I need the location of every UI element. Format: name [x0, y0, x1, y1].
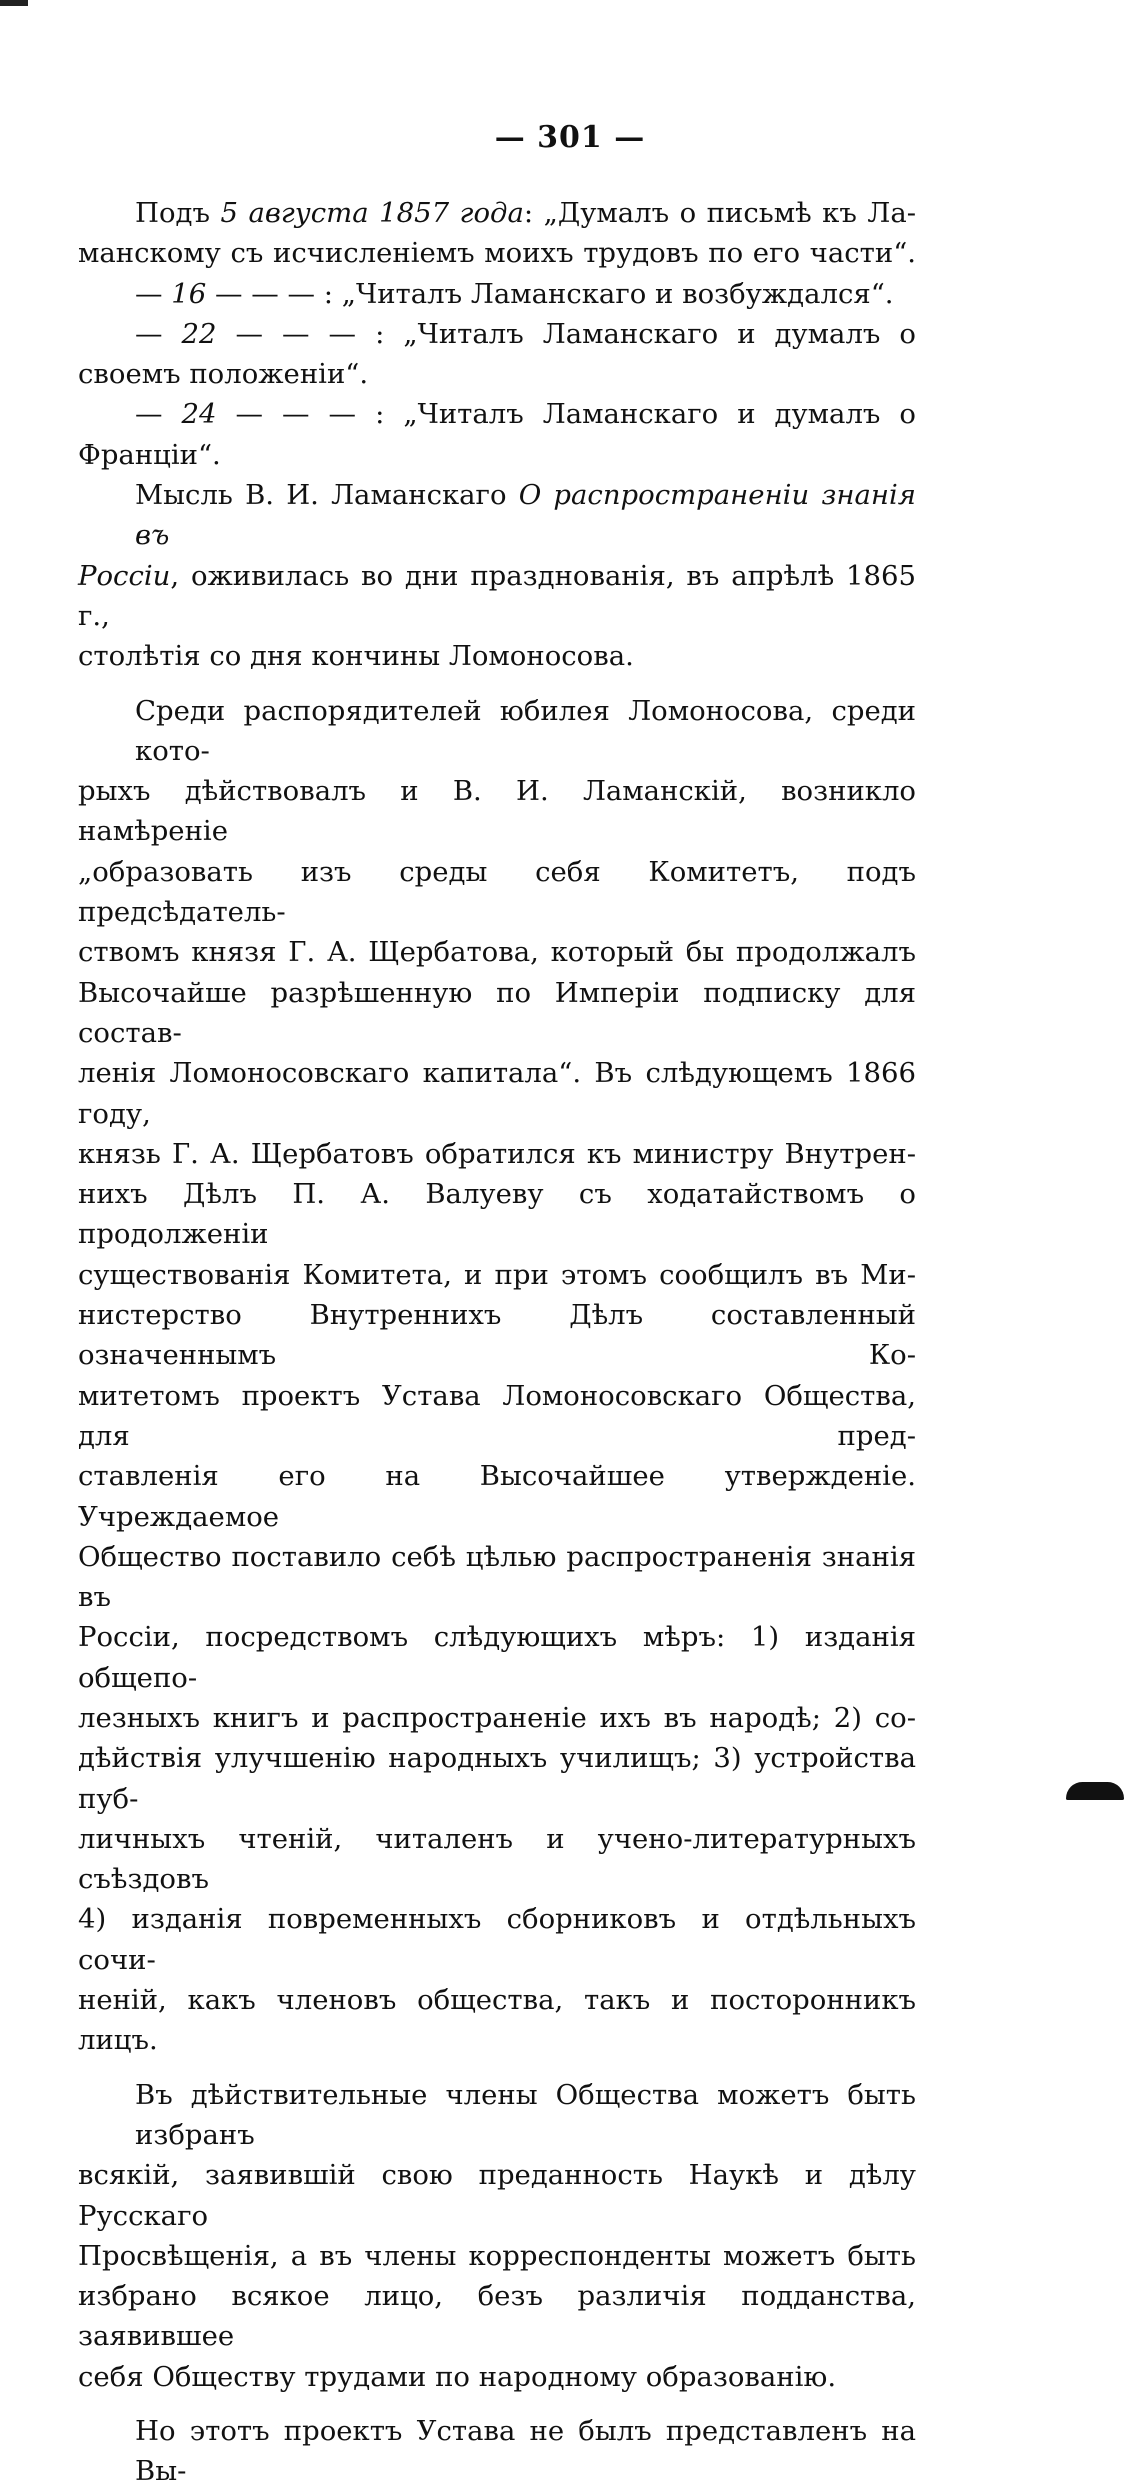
scan-corner-blot: [1066, 1782, 1124, 1800]
body-text: [78, 193, 916, 2492]
paragraph-line: Среди распорядителей юбилея Ломоносова, среди кото-: [135, 694, 916, 767]
work-title: О распространеніи знанія въ: [135, 479, 916, 552]
paragraph-line: Россіи, оживилась во дни празднованія, въ апрѣлѣ 1865 г.,: [78, 559, 916, 632]
diary-day: 22: [181, 317, 217, 350]
paragraph-line: митетомъ проектъ Устава Ломоносовскаго Общества, для пред-: [78, 1379, 916, 1452]
work-title: Россіи: [78, 559, 171, 592]
paragraph-gap: [78, 2397, 916, 2411]
paragraph-gap: [78, 677, 916, 691]
diary-line: своемъ положеніи“.: [78, 358, 369, 391]
paragraph-line: всякій, заявившій свою преданность Наукѣ и дѣлу Русскаго: [78, 2159, 916, 2232]
paragraph-line: Въ дѣйствительные члены Общества можетъ быть избранъ: [135, 2078, 916, 2151]
paragraph-final: [78, 2411, 916, 2492]
paragraph-line: Но этотъ проектъ Устава не былъ представленъ на Вы-: [135, 2415, 916, 2488]
diary-day: 24: [181, 398, 217, 431]
scan-edge-mark: [0, 0, 28, 6]
paragraph-line: Россіи, посредствомъ слѣдующихъ мѣръ: 1) изданія общепо-: [78, 1621, 916, 1694]
diary-entries: [78, 193, 916, 475]
paragraph-line: ленія Ломоносовскаго капитала“. Въ слѣдующемъ 1866 году,: [78, 1057, 916, 1130]
paragraph-line: Высочайше разрѣшенную по Имперіи подписку для состав-: [78, 976, 916, 1049]
paragraph-line: князь Г. А. Щербатовъ обратился къ министру Внутрен-: [78, 1137, 916, 1170]
paragraph-line: избрано всякое лицо, безъ различія подданства, заявившее: [78, 2280, 916, 2353]
paragraph-line: нихъ Дѣлъ П. А. Валуеву съ ходатайствомъ о продолженіи: [78, 1178, 916, 1251]
paragraph-line: „образовать изъ среды себя Комитетъ, подъ предсѣдатель-: [78, 855, 916, 929]
diary-line: — 24 — — — : „Читалъ Ламанскаго и думалъ о: [135, 398, 916, 431]
paragraph-thought: [78, 475, 916, 676]
paragraph-line: лезныхъ книгъ и распространеніе ихъ въ народѣ; 2) со-: [78, 1701, 916, 1734]
diary-day: 16: [171, 277, 207, 310]
paragraph-line: нистерство Внутреннихъ Дѣлъ составленный означеннымъ Ко-: [78, 1299, 916, 1372]
paragraph-line: Общество поставило себѣ цѣлью распространенія знанія въ: [78, 1540, 916, 1614]
paragraph-line: себя Обществу трудами по народному образованію.: [78, 2360, 837, 2393]
paragraph-line: ствомъ князя Г. А. Щербатова, который бы продолжалъ: [78, 936, 916, 969]
diary-line: Подъ 5 августа 1857 года: „Думалъ о письмѣ къ Ла-: [135, 197, 916, 229]
diary-line: манскому съ исчисленіемъ моихъ трудовъ по его части“.: [78, 237, 916, 270]
diary-line: — 22 — — — : „Читалъ Ламанскаго и думалъ о: [135, 317, 916, 350]
page-number: — 301 —: [494, 120, 646, 155]
paragraph-gap: [78, 2061, 916, 2075]
paragraph-line: личныхъ чтеній, читаленъ и учено-литературныхъ съѣздовъ: [78, 1822, 916, 1896]
paragraph-line: рыхъ дѣйствовалъ и В. И. Ламанскій, возникло намѣреніе: [78, 775, 916, 848]
diary-line: — 16 — — — : „Читалъ Ламанскаго и возбуждался“.: [135, 277, 894, 310]
diary-date: 5 августа 1857 года: [220, 197, 524, 229]
paragraph-line: 4) изданія повременныхъ сборниковъ и отдѣльныхъ сочи-: [78, 1903, 916, 1976]
paragraph-committee: [78, 691, 916, 2061]
paragraph-line: Просвѣщенія, а въ члены корреспонденты можетъ быть: [78, 2239, 916, 2272]
paragraph-line: существованія Комитета, и при этомъ сообщилъ въ Ми-: [78, 1258, 916, 1291]
diary-line: Франціи“.: [78, 438, 221, 471]
paragraph-line: столѣтія со дня кончины Ломоносова.: [78, 640, 634, 673]
paragraph-line: дѣйствія улучшенію народныхъ училищъ; 3) устройства пуб-: [78, 1742, 916, 1815]
paragraph-members: [78, 2075, 916, 2397]
paragraph-line: Мысль В. И. Ламанскаго О распространеніи знанія въ: [135, 479, 916, 552]
paragraph-line: неній, какъ членовъ общества, такъ и посторонникъ лицъ.: [78, 1984, 916, 2057]
paragraph-line: ставленія его на Высочайшее утвержденіе. Учреждаемое: [78, 1460, 916, 1533]
